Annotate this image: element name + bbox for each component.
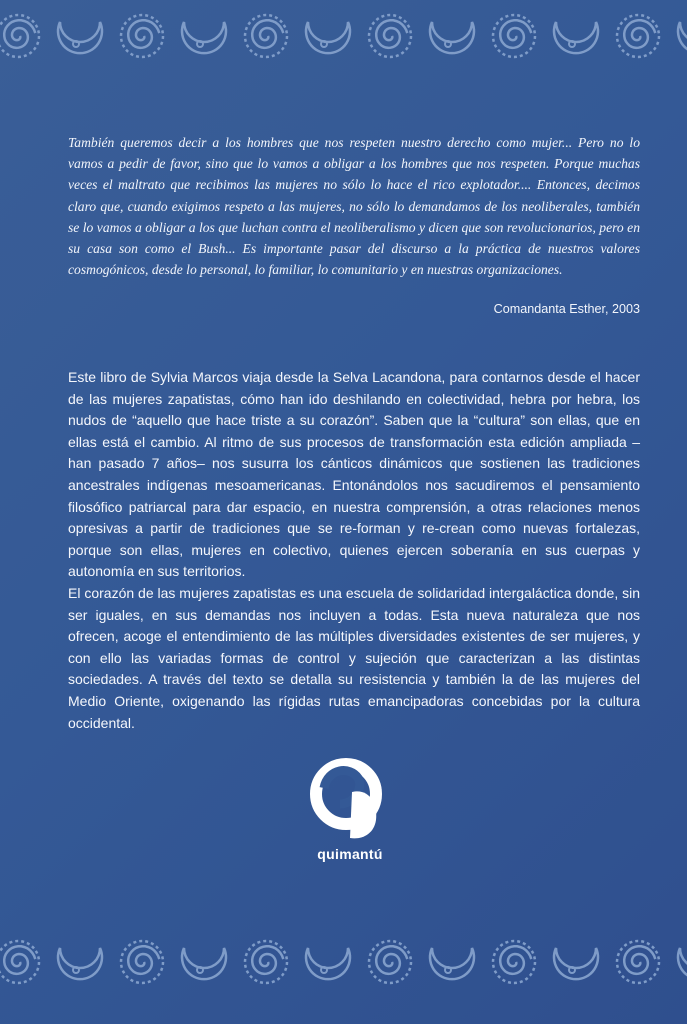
decorative-border-bottom (0, 930, 687, 994)
description-paragraph-1: Este libro de Sylvia Marcos viaja desde la Selva Lacandona, para contarnos desde el hacer de las mujeres zapatistas, cómo han ido deshilando en colectividad, hebra por hebra, los nudos de “aquello que hace triste a su corazón”. Saben que la “cultura” son ellas, que en ellas está el cambio. Al ritmo de sus procesos de transformación esta edición ampliada –han pasado 7 años– nos susurra los cánticos dinámicos que sostienen las tradiciones ancestrales indígenas mesoamericanas. Entonándolos nos sacudiremos el pensamiento filosófico patriarcal para dar espacio, en nuestra comprensión, a otras relaciones menos opresivas a partir de tradiciones que se re-forman y re-crean como nuevas fortalezas, porque son ellas, mujeres en colectivo, quienes ejercen soberanía en sus cuerpas y autonomía en sus territorios. (68, 369, 640, 580)
crescent-ornament-icon (182, 948, 226, 979)
spiral-ornament-icon (245, 941, 287, 983)
spiral-ornament-icon (121, 941, 163, 983)
crescent-ornament-icon (182, 22, 226, 53)
spiral-ornament-icon (369, 15, 411, 57)
spiral-ornament-icon (493, 941, 535, 983)
epigraph-quote: También queremos decir a los hombres que nos respeten nuestro derecho como mujer... Pero no lo vamos a pedir de favor, sino que lo vamos a obligar a los hombres que nos respeten. Porque muchas veces el maltrato que recibimos las mujeres no sólo lo hace el rico explotador.... Entonces, decimos claro que, cuando exigimos respeto a las mujeres, no sólo lo demandamos de los neoliberales, también se lo vamos a obligar a los que luchan contra el neoliberalismo y dicen que son revolucionarios, pero en su casa son como el Bush... Es importante pasar del discurso a la práctica de nuestros valores cosmogónicos, desde lo personal, lo familiar, lo comunitario y en nuestras organizaciones. (68, 135, 640, 278)
crescent-ornament-icon (678, 22, 687, 53)
crescent-ornament-icon (430, 948, 474, 979)
spiral-ornament-icon (493, 15, 535, 57)
decorative-border-top (0, 4, 687, 68)
quote-attribution: Comandanta Esther, 2003 (493, 302, 640, 316)
crescent-ornament-icon (554, 22, 598, 53)
spiral-ornament-row-top (0, 4, 687, 68)
crescent-ornament-icon (430, 22, 474, 53)
spiral-ornament-icon (617, 941, 659, 983)
crescent-ornament-icon (306, 22, 350, 53)
spiral-ornament-icon (121, 15, 163, 57)
spiral-ornament-icon (369, 941, 411, 983)
description-paragraph-2: El corazón de las mujeres zapatistas es una escuela de solidaridad intergaláctica donde, sin ser iguales, en sus demandas nos incluyen a todas. Esta nueva naturaleza que nos ofrecen, acoge el entendimiento de las múltiples diversidades existentes de ser mujeres, y con ello las variadas formas de control y sujeción que caracterizan a las distintas sociedades. A través del texto se detalla su resistencia y también la de las mujeres del Medio Oriente, oxigenando las rígidas rutas emancipadoras concebidas por la cultura occidental. (68, 584, 641, 731)
book-description (68, 367, 640, 734)
publisher-name: quimantú (317, 846, 383, 862)
crescent-ornament-icon (58, 22, 102, 53)
crescent-ornament-icon (306, 948, 350, 979)
spiral-ornament-icon (0, 941, 39, 983)
crescent-ornament-icon (678, 948, 687, 979)
spiral-ornament-icon (245, 15, 287, 57)
spiral-ornament-icon (617, 15, 659, 57)
spiral-ornament-row-bottom (0, 930, 687, 994)
crescent-ornament-icon (554, 948, 598, 979)
spiral-ornament-icon (0, 15, 39, 57)
crescent-ornament-icon (58, 948, 102, 979)
